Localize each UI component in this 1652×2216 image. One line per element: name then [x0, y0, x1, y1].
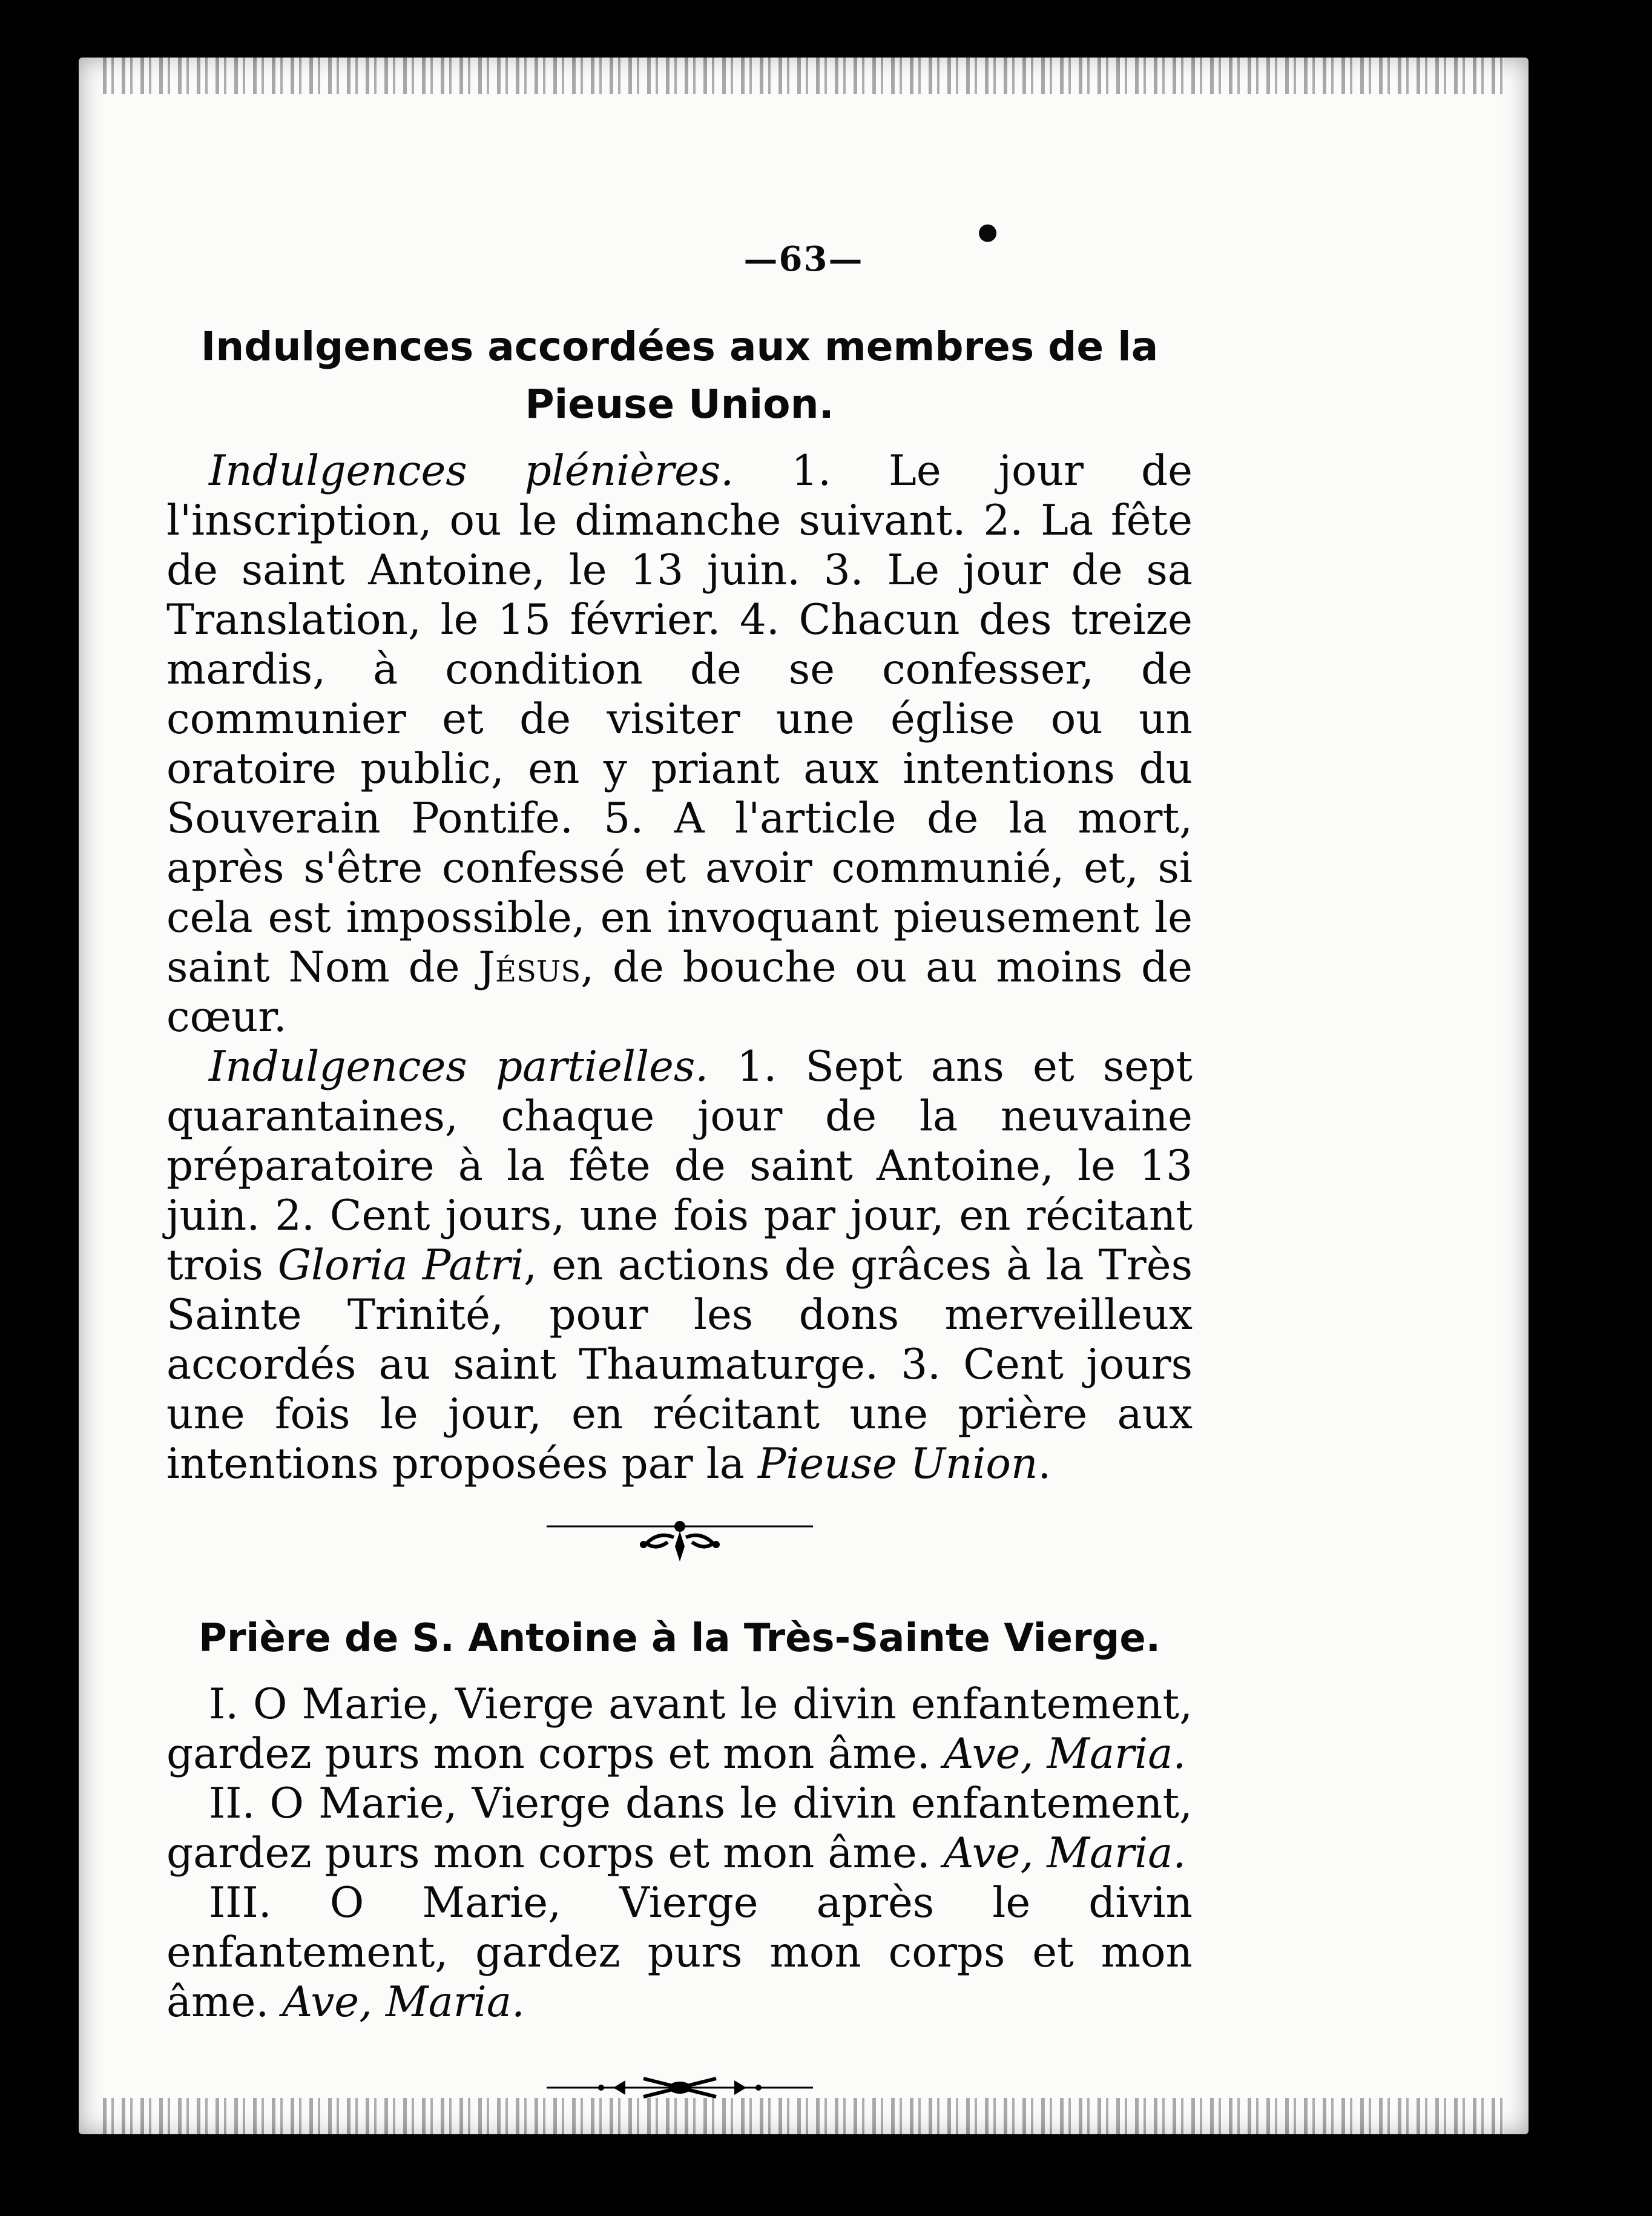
verse-refrain: Ave, Maria.: [943, 1730, 1186, 1778]
label-plenary: Indulgences plénières.: [209, 447, 734, 495]
prayer-gloria-patri: Gloria Patri: [277, 1241, 524, 1290]
partial-text-a: 1. Sept ans et sept quarantaines, chaque jour de la neuvaine préparatoire à la fête de saint Antoine, le 13 juin. 2. Cent jours, une fois par jour, en récitant trois: [166, 1043, 1193, 1290]
verse-1: [166, 1680, 1193, 1779]
page-number: —63—: [743, 239, 864, 279]
verse-text: I. O Marie, Vierge avant le divin enfantement, gardez purs mon corps et mon âme.: [166, 1680, 1193, 1778]
section-title-indulgences: Indulgences accordées aux membres de la Pieuse Union.: [200, 323, 1159, 427]
partial-end: .: [1038, 1440, 1051, 1488]
paragraph-plenary: [166, 446, 1193, 1042]
section-title-prayer: Prière de S. Antoine à la Très-Sainte Vierge.: [198, 1616, 1161, 1661]
page-top-edge: [103, 58, 1504, 94]
plenary-text: 1. Le jour de l'inscription, ou le dimanche suivant. 2. La fête de saint Antoine, le 13 juin. 3. Le jour de sa Translation, le 15 février. 4. Chacun des treize mardis, à condition de se confesser, de communier et de visiter une église ou un oratoire public, en y priant aux intentions du Souverain Pontife. 5. A l'article de la mort, après s'être confessé et avoir communié, et, si cela est impossible, en invoquant pieusement le saint Nom de: [166, 447, 1193, 992]
book-page: [79, 58, 1529, 2134]
section-prayer: [166, 1610, 1193, 2027]
ornament-tailpiece-icon: [547, 2069, 813, 2106]
verse-3: [166, 1878, 1193, 2027]
label-partial: Indulgences partielles.: [209, 1043, 709, 1091]
page-content: [166, 318, 1193, 2106]
paragraph-partial: [166, 1042, 1193, 1489]
verse-2: [166, 1779, 1193, 1878]
partial-text-b: , en actions de grâces à la Très Sainte Trinité, pour les dons merveilleux accordés au saint Thaumaturge. 3. Cent jours une fois le jour, en récitant une prière aux intentions proposées par la: [166, 1241, 1193, 1488]
verse-text: III. O Marie, Vierge après le divin enfantement, gardez purs mon corps et mon âme.: [166, 1879, 1193, 2026]
plenary-end: , de bouche ou au moins de cœur.: [166, 943, 1193, 1041]
pieuse-union-name: Pieuse Union: [757, 1440, 1038, 1488]
verse-refrain: Ave, Maria.: [282, 1978, 525, 2026]
verse-text: II. O Marie, Vierge dans le divin enfantement, gardez purs mon corps et mon âme.: [166, 1779, 1193, 1878]
ornament-divider-icon: [547, 1513, 813, 1568]
name-jesus: Jésus: [478, 943, 581, 992]
ink-dot: ●: [978, 218, 998, 245]
verse-refrain: Ave, Maria.: [943, 1829, 1186, 1878]
